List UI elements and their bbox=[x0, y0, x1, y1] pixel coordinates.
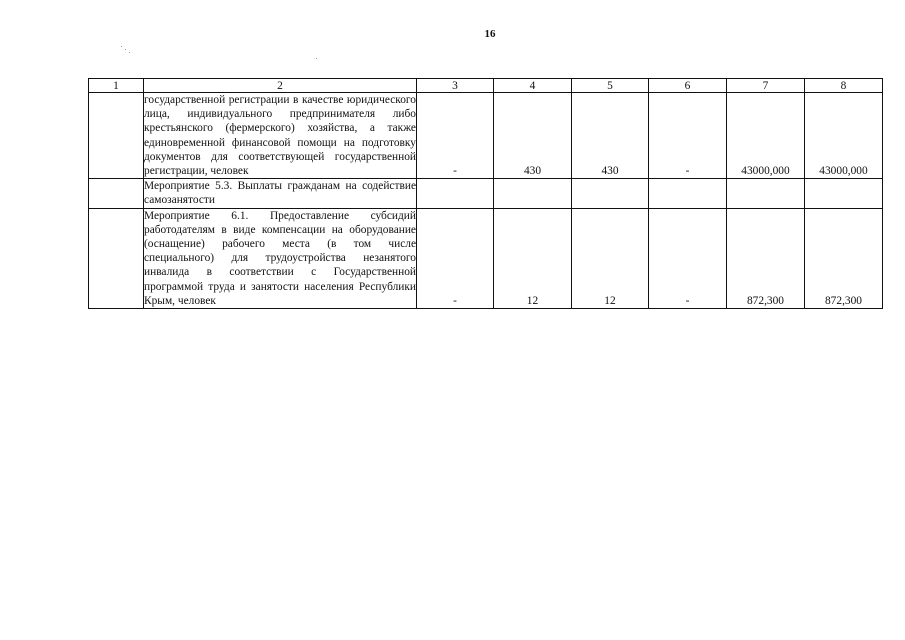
column-header: 4 bbox=[494, 79, 572, 93]
column-header: 1 bbox=[89, 79, 144, 93]
row-number-cell bbox=[89, 208, 144, 308]
value-cell bbox=[417, 179, 494, 208]
table-row bbox=[89, 179, 883, 208]
column-header: 6 bbox=[649, 79, 727, 93]
row-number-cell bbox=[89, 179, 144, 208]
column-header: 2 bbox=[144, 79, 417, 93]
indicator-description: государственной регистрации в качестве юридического лица, индивидуального предпринимателя либо крестьянского (фермерского) хозяйства, а также единовременной финансовой помощи на подготовку документов для соответствующей государственной регистрации, человек bbox=[144, 94, 416, 178]
program-table bbox=[88, 78, 883, 309]
column-header: 8 bbox=[805, 79, 883, 93]
scan-speck bbox=[316, 58, 317, 59]
value-cell: 12 bbox=[494, 208, 572, 308]
value-cell: 872,300 bbox=[727, 208, 805, 308]
table-row bbox=[89, 93, 883, 179]
value-cell: - bbox=[649, 93, 727, 179]
value-cell: 872,300 bbox=[805, 208, 883, 308]
value-cell: 12 bbox=[572, 208, 649, 308]
value-cell: - bbox=[417, 93, 494, 179]
value-cell: 430 bbox=[494, 93, 572, 179]
value-cell: 43000,000 bbox=[805, 93, 883, 179]
value-cell: 43000,000 bbox=[727, 93, 805, 179]
scan-speck bbox=[129, 52, 130, 53]
scan-speck bbox=[121, 46, 122, 47]
value-cell bbox=[727, 179, 805, 208]
value-cell bbox=[494, 179, 572, 208]
column-header: 3 bbox=[417, 79, 494, 93]
scan-speck bbox=[125, 49, 126, 50]
value-cell: 430 bbox=[572, 93, 649, 179]
value-cell bbox=[805, 179, 883, 208]
column-header: 7 bbox=[727, 79, 805, 93]
column-number-row bbox=[89, 79, 883, 93]
column-header: 5 bbox=[572, 79, 649, 93]
indicator-description: Мероприятие 5.3. Выплаты гражданам на содействие самозанятости bbox=[144, 180, 416, 207]
page-number: 16 bbox=[484, 28, 496, 40]
row-number-cell bbox=[89, 93, 144, 179]
indicator-description: Мероприятие 6.1. Предоставление субсидий работодателям в виде компенсации на оборудование (оснащение) рабочего места (в том числе специального) для трудоустройства незанятого инвалида в соответствии с Государственной программой труда и занятости населения Республики Крым, человек bbox=[144, 209, 416, 307]
table-row bbox=[89, 208, 883, 308]
value-cell: - bbox=[417, 208, 494, 308]
value-cell bbox=[649, 179, 727, 208]
value-cell: - bbox=[649, 208, 727, 308]
value-cell bbox=[572, 179, 649, 208]
